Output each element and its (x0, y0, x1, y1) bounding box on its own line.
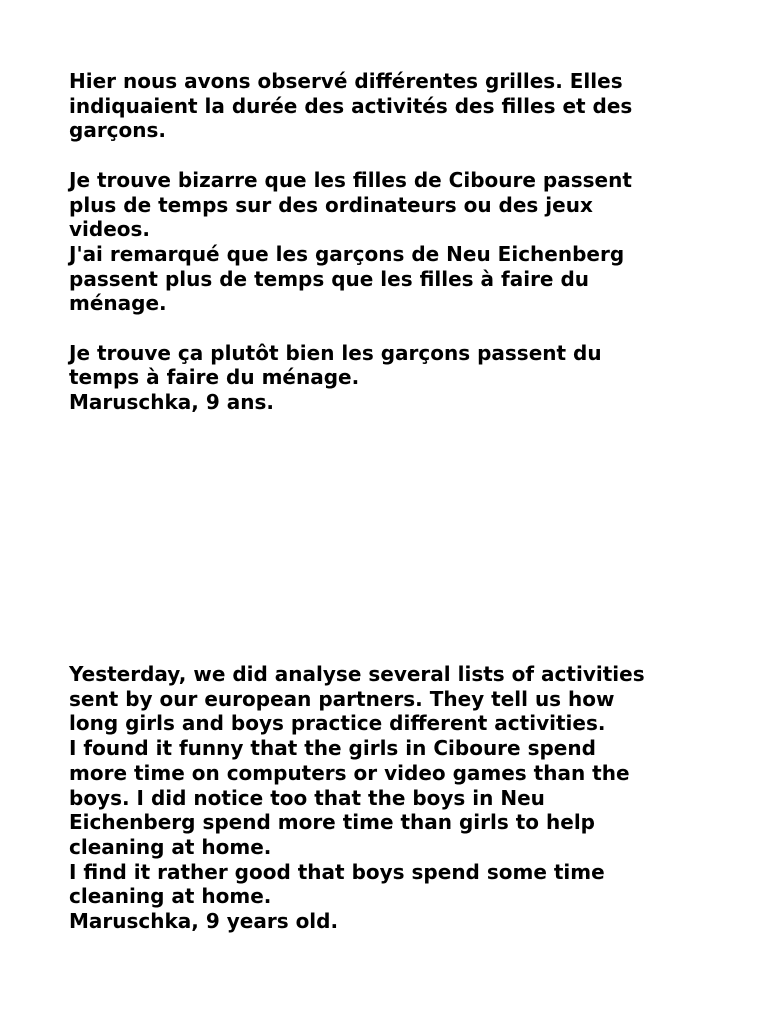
french-paragraph-observation (69, 69, 729, 143)
french-text-section (69, 69, 729, 415)
text-line: garçons. (69, 118, 167, 143)
text-line: temps à faire du ménage. (69, 365, 360, 390)
text-line: Hier nous avons observé différentes grilles. Elles (69, 69, 623, 93)
text-line: videos. (69, 217, 151, 242)
text-line: J'ai remarqué que les garçons de Neu Eichenberg (69, 241, 625, 266)
paragraph-spacer (69, 316, 729, 341)
text-line: Je trouve ça plutôt bien les garçons passent du (69, 340, 602, 365)
text-line: indiquaient la durée des activités des filles et des (69, 93, 633, 118)
text-line: I found it funny that the girls in Ciboure spend (69, 736, 596, 761)
text-line: ménage. (69, 291, 167, 316)
text-line: cleaning at home. (69, 834, 272, 859)
signature-line: Maruschka, 9 years old. (69, 909, 339, 934)
french-paragraph-remarks (69, 168, 729, 316)
text-line: Yesterday, we did analyse several lists of activities (69, 662, 645, 686)
text-line: boys. I did notice too that the boys in Neu (69, 785, 545, 810)
text-line: plus de temps sur des ordinateurs ou des jeux (69, 192, 593, 217)
english-text-section (69, 662, 729, 934)
paragraph-spacer (69, 143, 729, 168)
signature-line: Maruschka, 9 ans. (69, 390, 274, 415)
text-line: more time on computers or video games than the (69, 760, 630, 785)
text-line: I find it rather good that boys spend some time (69, 859, 605, 884)
french-paragraph-conclusion (69, 341, 729, 415)
text-line: sent by our european partners. They tell us how (69, 686, 615, 711)
text-line: long girls and boys practice different activities. (69, 711, 606, 736)
text-line: Je trouve bizarre que les filles de Ciboure passent (69, 167, 632, 192)
text-line: Eichenberg spend more time than girls to help (69, 810, 595, 835)
text-line: cleaning at home. (69, 884, 272, 909)
text-line: passent plus de temps que les filles à faire du (69, 266, 590, 291)
